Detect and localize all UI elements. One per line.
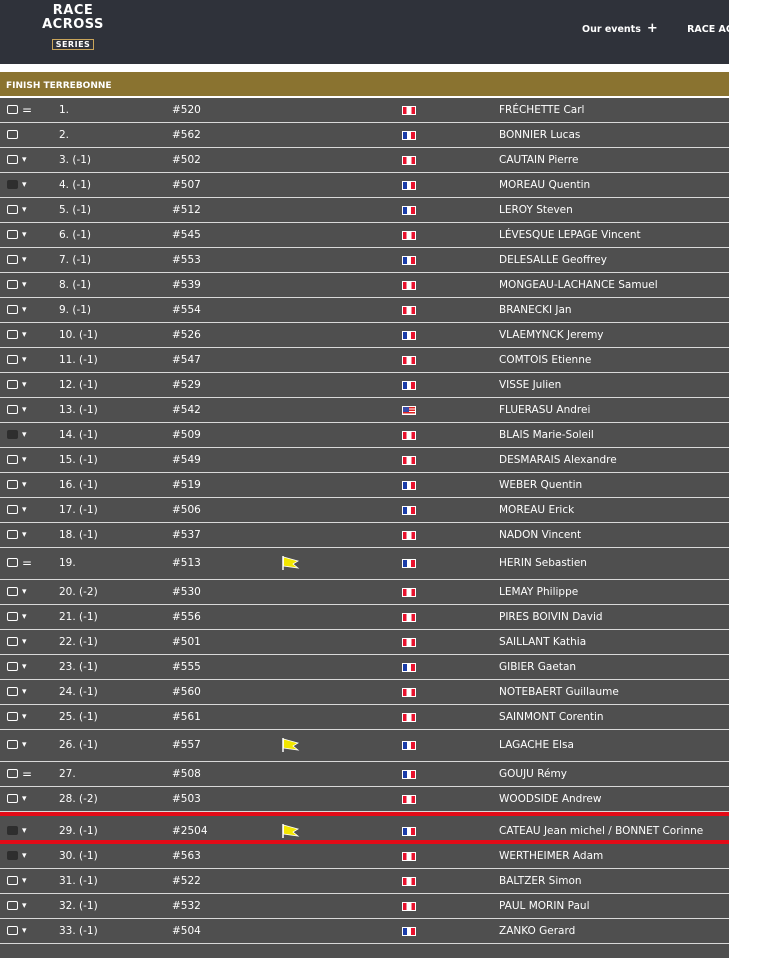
trend-down-icon: ▾ <box>22 794 27 804</box>
rank: 8. (-1) <box>59 279 92 291</box>
trend-down-icon: ▾ <box>22 826 27 836</box>
comment-icon[interactable] <box>7 762 19 786</box>
trend-down-icon: ▾ <box>22 455 27 465</box>
country-flag-icon <box>402 123 416 147</box>
trend-down-icon: ▾ <box>22 480 27 490</box>
table-row[interactable] <box>0 498 729 523</box>
trend-down-icon: ▾ <box>22 505 27 515</box>
comment-icon[interactable] <box>7 298 19 322</box>
table-row[interactable] <box>0 844 729 869</box>
bib-number: #537 <box>172 529 201 541</box>
race-across-series-logo[interactable] <box>40 4 106 58</box>
bib-number: #554 <box>172 304 201 316</box>
table-row[interactable] <box>0 762 729 787</box>
country-flag-icon <box>402 323 416 347</box>
rider-name[interactable]: NADON Vincent <box>499 529 582 541</box>
main-nav <box>582 21 762 40</box>
rank: 1. <box>59 104 70 116</box>
trend-down-icon: ▾ <box>22 687 27 697</box>
country-flag-icon <box>402 373 416 397</box>
header-divider <box>0 64 729 72</box>
table-row[interactable] <box>0 398 729 423</box>
rider-name[interactable]: LÉVESQUE LEPAGE Vincent <box>499 229 641 241</box>
table-row[interactable] <box>0 348 729 373</box>
comment-icon[interactable] <box>7 548 19 579</box>
table-row[interactable] <box>0 173 729 198</box>
comment-icon[interactable] <box>7 523 19 547</box>
bib-number: #561 <box>172 711 201 723</box>
table-row[interactable] <box>0 448 729 473</box>
rank: 15. (-1) <box>59 454 98 466</box>
bib-number: #532 <box>172 900 201 912</box>
country-flag-icon <box>402 894 416 918</box>
trend-down-icon: ▾ <box>22 155 27 165</box>
comment-icon[interactable] <box>7 373 19 397</box>
rank: 17. (-1) <box>59 504 98 516</box>
bib-number: #545 <box>172 229 201 241</box>
trend-down-icon: ▾ <box>22 430 27 440</box>
table-row[interactable] <box>0 373 729 398</box>
country-flag-icon <box>402 148 416 172</box>
bib-number: #553 <box>172 254 201 266</box>
bib-number: #526 <box>172 329 201 341</box>
country-flag-icon <box>402 273 416 297</box>
rank: 26. (-1) <box>59 739 98 751</box>
country-flag-icon <box>402 398 416 422</box>
bib-number: #562 <box>172 129 201 141</box>
comment-icon[interactable] <box>7 680 19 704</box>
rank: 14. (-1) <box>59 429 98 441</box>
rank: 9. (-1) <box>59 304 92 316</box>
trend-down-icon: ▾ <box>22 255 27 265</box>
table-row[interactable] <box>0 548 729 580</box>
country-flag-icon <box>402 248 416 272</box>
country-flag-icon <box>402 423 416 447</box>
equal-icon: = <box>22 103 33 117</box>
table-row[interactable] <box>0 655 729 680</box>
plus-icon: + <box>646 21 658 36</box>
table-row[interactable] <box>0 273 729 298</box>
trend-down-icon: ▾ <box>22 901 27 911</box>
country-flag-icon <box>402 844 416 868</box>
bib-number: #2504 <box>172 825 208 837</box>
rank: 4. (-1) <box>59 179 92 191</box>
trend-down-icon: ▾ <box>22 876 27 886</box>
country-flag-icon <box>402 348 416 372</box>
rank: 5. (-1) <box>59 204 92 216</box>
nav-race-across[interactable]: RACE ACROSS <box>687 24 762 35</box>
bib-number: #503 <box>172 793 201 805</box>
comment-icon[interactable] <box>7 894 19 918</box>
table-row[interactable] <box>0 423 729 448</box>
logo-line-1: RACE <box>52 3 94 18</box>
bib-number: #506 <box>172 504 201 516</box>
country-flag-icon <box>402 787 416 811</box>
bib-number: #547 <box>172 354 201 366</box>
bib-number: #549 <box>172 454 201 466</box>
rider-name[interactable]: GIBIER Gaetan <box>499 661 577 673</box>
country-flag-icon <box>402 630 416 654</box>
country-flag-icon <box>402 198 416 222</box>
table-row[interactable] <box>0 812 729 844</box>
comment-icon[interactable] <box>7 148 19 172</box>
rider-name[interactable]: VLAEMYNCK Jeremy <box>499 329 604 341</box>
country-flag-icon <box>402 816 416 847</box>
rider-name[interactable]: CAUTAIN Pierre <box>499 154 579 166</box>
country-flag-icon <box>402 448 416 472</box>
comment-icon[interactable] <box>7 816 19 847</box>
table-row[interactable] <box>0 123 729 148</box>
comment-icon[interactable] <box>7 173 19 197</box>
table-row[interactable] <box>0 630 729 655</box>
country-flag-icon <box>402 762 416 786</box>
table-row[interactable] <box>0 223 729 248</box>
rider-name[interactable]: PIRES BOIVIN David <box>499 611 603 623</box>
table-row[interactable] <box>0 473 729 498</box>
finish-flag-icon <box>281 548 301 579</box>
bib-number: #555 <box>172 661 201 673</box>
rank: 12. (-1) <box>59 379 98 391</box>
rank: 20. (-2) <box>59 586 98 598</box>
bib-number: #563 <box>172 850 201 862</box>
comment-icon[interactable] <box>7 844 19 868</box>
country-flag-icon <box>402 523 416 547</box>
comment-icon[interactable] <box>7 123 19 147</box>
table-row[interactable] <box>0 869 729 894</box>
rider-name[interactable]: VISSE Julien <box>499 379 562 391</box>
bib-number: #512 <box>172 204 201 216</box>
rank: 19. <box>59 557 76 569</box>
rank: 10. (-1) <box>59 329 98 341</box>
section-title: FINISH TERREBONNE <box>0 72 729 98</box>
rider-name[interactable]: MOREAU Erick <box>499 504 575 516</box>
rank: 24. (-1) <box>59 686 98 698</box>
bib-number: #501 <box>172 636 201 648</box>
comment-icon[interactable] <box>7 787 19 811</box>
country-flag-icon <box>402 730 416 761</box>
rank: 18. (-1) <box>59 529 98 541</box>
comment-icon[interactable] <box>7 655 19 679</box>
bib-number: #509 <box>172 429 201 441</box>
rank: 28. (-2) <box>59 793 98 805</box>
rank: 31. (-1) <box>59 875 98 887</box>
trend-down-icon: ▾ <box>22 662 27 672</box>
rider-name[interactable]: ZANKO Gerard <box>499 925 576 937</box>
comment-icon[interactable] <box>7 348 19 372</box>
rider-name[interactable]: CATEAU Jean michel / BONNET Corinne <box>499 825 704 837</box>
table-row[interactable] <box>0 98 729 123</box>
comment-icon[interactable] <box>7 198 19 222</box>
bib-number: #560 <box>172 686 201 698</box>
rider-name[interactable]: PAUL MORIN Paul <box>499 900 590 912</box>
rank: 22. (-1) <box>59 636 98 648</box>
bib-number: #529 <box>172 379 201 391</box>
trend-down-icon: ▾ <box>22 180 27 190</box>
rider-name[interactable]: DESMARAIS Alexandre <box>499 454 617 466</box>
comment-icon[interactable] <box>7 223 19 247</box>
trend-down-icon: ▾ <box>22 530 27 540</box>
rank: 33. (-1) <box>59 925 98 937</box>
rider-name[interactable]: COMTOIS Etienne <box>499 354 592 366</box>
rank: 13. (-1) <box>59 404 98 416</box>
table-row[interactable] <box>0 680 729 705</box>
trend-down-icon: ▾ <box>22 380 27 390</box>
comment-icon[interactable] <box>7 273 19 297</box>
trend-down-icon: ▾ <box>22 205 27 215</box>
rider-name[interactable]: SAILLANT Kathia <box>499 636 587 648</box>
table-row[interactable] <box>0 894 729 919</box>
table-row[interactable] <box>0 523 729 548</box>
table-row[interactable] <box>0 580 729 605</box>
comment-icon[interactable] <box>7 605 19 629</box>
country-flag-icon <box>402 223 416 247</box>
trend-down-icon: ▾ <box>22 355 27 365</box>
comment-icon[interactable] <box>7 323 19 347</box>
country-flag-icon <box>402 705 416 729</box>
rank: 16. (-1) <box>59 479 98 491</box>
bib-number: #530 <box>172 586 201 598</box>
rank: 32. (-1) <box>59 900 98 912</box>
rider-name[interactable]: BLAIS Marie-Soleil <box>499 429 594 441</box>
rider-name[interactable]: LEROY Steven <box>499 204 573 216</box>
table-row[interactable] <box>0 787 729 812</box>
comment-icon[interactable] <box>7 473 19 497</box>
comment-icon[interactable] <box>7 98 19 122</box>
bib-number: #504 <box>172 925 201 937</box>
country-flag-icon <box>402 655 416 679</box>
nav-our-events-label: Our events <box>582 24 641 35</box>
bib-number: #542 <box>172 404 201 416</box>
finish-flag-icon <box>281 730 301 761</box>
rider-name[interactable]: BONNIER Lucas <box>499 129 581 141</box>
trend-down-icon: ▾ <box>22 305 27 315</box>
comment-icon[interactable] <box>7 730 19 761</box>
rank: 2. <box>59 129 70 141</box>
comment-icon[interactable] <box>7 248 19 272</box>
rider-name[interactable]: FRÉCHETTE Carl <box>499 104 585 116</box>
country-flag-icon <box>402 298 416 322</box>
trend-down-icon: ▾ <box>22 587 27 597</box>
country-flag-icon <box>402 473 416 497</box>
rider-name[interactable]: NOTEBAERT Guillaume <box>499 686 619 698</box>
country-flag-icon <box>402 605 416 629</box>
rider-name[interactable]: SAINMONT Corentin <box>499 711 604 723</box>
bib-number: #513 <box>172 557 201 569</box>
comment-icon[interactable] <box>7 448 19 472</box>
top-navigation-bar <box>0 0 762 64</box>
rank: 23. (-1) <box>59 661 98 673</box>
trend-down-icon: ▾ <box>22 330 27 340</box>
country-flag-icon <box>402 869 416 893</box>
rider-name[interactable]: WOODSIDE Andrew <box>499 793 602 805</box>
table-row[interactable] <box>0 248 729 273</box>
table-row[interactable] <box>0 298 729 323</box>
rider-name[interactable]: BRANECKI Jan <box>499 304 572 316</box>
comment-icon[interactable] <box>7 630 19 654</box>
table-row[interactable] <box>0 730 729 762</box>
rank: 11. (-1) <box>59 354 98 366</box>
comment-icon[interactable] <box>7 705 19 729</box>
equal-icon: = <box>22 556 33 570</box>
logo-line-3: SERIES <box>52 39 95 50</box>
trend-down-icon: ▾ <box>22 740 27 750</box>
country-flag-icon <box>402 173 416 197</box>
table-row[interactable] <box>0 198 729 223</box>
table-row[interactable] <box>0 919 729 944</box>
table-row[interactable] <box>0 705 729 730</box>
results-table <box>0 98 729 958</box>
rank: 29. (-1) <box>59 825 98 837</box>
rider-name[interactable]: MONGEAU-LACHANCE Samuel <box>499 279 658 291</box>
bib-number: #520 <box>172 104 201 116</box>
country-flag-icon <box>402 919 416 943</box>
bib-number: #539 <box>172 279 201 291</box>
rank: 3. (-1) <box>59 154 92 166</box>
trend-down-icon: ▾ <box>22 230 27 240</box>
rider-name[interactable]: DELESALLE Geoffrey <box>499 254 607 266</box>
trend-down-icon: ▾ <box>22 637 27 647</box>
trend-down-icon: ▾ <box>22 612 27 622</box>
finish-flag-icon <box>281 816 301 847</box>
rider-name[interactable]: BALTZER Simon <box>499 875 582 887</box>
bib-number: #557 <box>172 739 201 751</box>
comment-icon[interactable] <box>7 580 19 604</box>
bib-number: #522 <box>172 875 201 887</box>
comment-icon[interactable] <box>7 498 19 522</box>
rider-name[interactable]: FLUERASU Andrei <box>499 404 591 416</box>
rider-name[interactable]: MOREAU Quentin <box>499 179 591 191</box>
table-row[interactable] <box>0 148 729 173</box>
comment-icon[interactable] <box>7 869 19 893</box>
table-row[interactable] <box>0 323 729 348</box>
bib-number: #507 <box>172 179 201 191</box>
bib-number: #508 <box>172 768 201 780</box>
comment-icon[interactable] <box>7 398 19 422</box>
comment-icon[interactable] <box>7 919 19 943</box>
bib-number: #556 <box>172 611 201 623</box>
rider-name[interactable]: GOUJU Rémy <box>499 768 567 780</box>
rider-name[interactable]: LEMAY Philippe <box>499 586 579 598</box>
rank: 25. (-1) <box>59 711 98 723</box>
rider-name[interactable]: LAGACHE Elsa <box>499 739 574 751</box>
rank: 30. (-1) <box>59 850 98 862</box>
equal-icon: = <box>22 767 33 781</box>
country-flag-icon <box>402 580 416 604</box>
trend-down-icon: ▾ <box>22 280 27 290</box>
country-flag-icon <box>402 548 416 579</box>
nav-our-events[interactable] <box>582 21 658 36</box>
country-flag-icon <box>402 680 416 704</box>
rank: 7. (-1) <box>59 254 92 266</box>
rank: 27. <box>59 768 76 780</box>
bib-number: #502 <box>172 154 201 166</box>
comment-icon[interactable] <box>7 423 19 447</box>
trend-down-icon: ▾ <box>22 926 27 936</box>
trend-down-icon: ▾ <box>22 851 27 861</box>
country-flag-icon <box>402 498 416 522</box>
logo-line-2: ACROSS <box>42 17 104 32</box>
rider-name[interactable]: WERTHEIMER Adam <box>499 850 604 862</box>
trend-down-icon: ▾ <box>22 712 27 722</box>
rank: 21. (-1) <box>59 611 98 623</box>
trend-down-icon: ▾ <box>22 405 27 415</box>
rank: 6. (-1) <box>59 229 92 241</box>
bib-number: #519 <box>172 479 201 491</box>
table-row[interactable] <box>0 605 729 630</box>
rider-name[interactable]: WEBER Quentin <box>499 479 583 491</box>
country-flag-icon <box>402 98 416 122</box>
rider-name[interactable]: HERIN Sebastien <box>499 557 587 569</box>
